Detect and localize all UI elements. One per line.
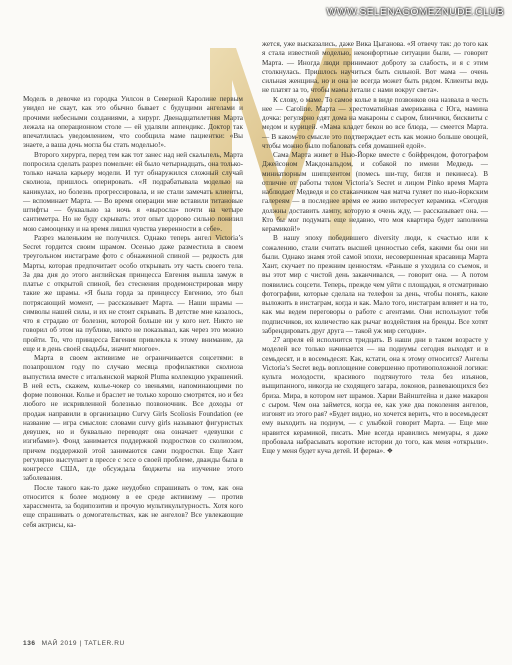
paragraph: Разрез маленьким не получился. Однако теперь ангел Victoria’s Secret гордится своим шрамом. Осенью даже разместила в своем треугольном инстаграме фото с обнаженной спиной — редкость для Марты, которая предпочитает особо открывать эту часть своего тела. За два дня до этого английская принцесса Евгения вышла замуж в платье с открытой спиной, без стеснения продемонстрировав миру такие же шрамы. «Я была горда за принцессу Евгению, это был потрясающий момент, — рассказывает Марта. — Наши шрамы — символы нашей силы, и их не стоит скрывать. В детстве мне казалось, что я страдаю от болезни, которой больше ни у кого нет. Никто не говорил об этом на публике, никто не показывал, как через это можно пройти. То, что принцесса Евгения привлекла к этому внимание, да еще и в день своей свадьбы, значит многое». (23, 233, 243, 353)
watermark-text: WWW.SELENAGOMEZNUDE.CLUB (326, 6, 504, 18)
paragraph: К слову, о маме. То самое колье в виде позвонков она назвала в честь нее — Caroline. Марта — хрестоматийная американка с Юга, мамина дочка: регулярно едят дома на макароны с сыром, блинчики, бисквиты с медом и курицей. «Мама кладет бекон во все блюда, — смеется Марта. — В каком-то смысле это подтверждает есть как можно больше овощей, чтобы можно было побаловать себя домашней едой». (262, 95, 488, 150)
page-number: 136 (23, 640, 36, 647)
paragraph: Второго хирурга, перед тем как тот занес над ней скальпель, Марта попросила сделать разрез помельче: ей было четырнадцать, она только-только начала карьеру модели. И тут обнаружился сложный случай сколиоза, пришлось оперировать. «Я подрабатывала моделью на каникулах, но болезнь прогрессировала, и не стали замечать клиенты, — вспоминает Марта. — Во время операции мне вставили титановые штифты — буквально за ночь я «выросла» почти на четыре сантиметра. Но не буду скрывать: этот опыт здорово сильно понизил мою самооценку и на время лишил чувства уверенности в себе». (23, 150, 243, 233)
paragraph: После такого как-то даже неудобно спрашивать о том, как она относится к более модному в ее среде активизму — против харассмента, за бодипозитив и прочую мультикультурность. Хотя кого еще спрашивать о домогательствах, как не ангелов? Все увлекающие себя актрисы, ка- (23, 483, 243, 529)
paragraph: Сама Марта живет в Нью-Йорке вместе с бойфрендом, фотографом Джейсоном Макдональдом, и собакой по имени Медведь — миниатюрным шипцхентом (помесь ши-тцу, бигля и пекинеса). В отличие от работы телом Victoria’s Secret и лицом Pinko время Марта наблюдает Медведя и со стаканчиком чая матча гуляет по нью-йоркским галереям — в последнее время ее живо интересует керамика. «Сегодня должны доставить лампу, которую я очень жду, — рассказывает она. — Кто бы мог подумать еще недавно, что моя квартира будет заполнена керамикой!» (262, 151, 488, 233)
article-column-left (23, 95, 243, 530)
page-footer (23, 640, 125, 647)
paragraph: В нашу эпоху победившего diversity люди, к счастью или к сожалению, стали считать высшей ценностью себя, какими бы они ни были. Однако знамя этой самой эпохи, несовершенная красавица Марта Хант, скучает по прежним ценностям. «Раньше я уходила со съемок, и вы этот мир с чистой день заканчивался, — говорит она. — А потом появились соцсети. Теперь, прежде чем уйти с площадки, я отсматриваю фотографии, которые сделала на телефон за день, чтобы понять, какие выложить в инстаграм, когда и как. Мало того, инстаграм влияет и на то, как мы ведем переговоры о работе с агентами. Они используют тебя подписчиков, их количество как рычаг воздействия на бренды. Все хотят забрендировать друг друга — такой уж мир сегодня». (262, 234, 488, 335)
paragraph: Марта в своем активизме не ограничивается соцсетями: в позапрошлом году по случаю месяца профилактики сколиоза выпустила вместе с итальянской маркой Pluma коллекцию украшений. В ней есть, скажем, колье-чокер со звеньями, напоминающими по форме позвонки. Колье и браслет не только хорошо смотрятся, но и без любого не искривленной болезнью позвоночник. Все доходы от продаж направили в организацию Curvy Girls Scoliosis Foundation (ее название — игра смыслов: словами curvy girls называют фигуристых девушек, но и буквально переводят она означает «девушки с изгибами»). Фонд занимается поддержкой подростков со сколиозом, причем поддержкой этой занимаются сами подростки. Еще Хант регулярно выступает в прессе с эссе о своей проблеме, дважды была в конгрессе США, где обсуждала бюджеты на изучение этого заболевания. (23, 354, 243, 483)
paragraph: 27 апреля ей исполнится тридцать. В наши дни в таком возрасте у моделей все только начинается — на подиумы сегодня выходят и в семьдесят, и в восемьдесят. Как, кстати, она к этому относится? Ангелы Victoria’s Secret ведь воплощение совершенно противоположной логики: культа молодости, красивого подтянутого тела без изъянов, выщипанного, никогда не сходящего загара, локонов, развевающихся без бриза. Мира, в котором нет шрамов. Харви Вайнштейна и даже макарон с сыром. Чем она займется, когда ее, как уже два поколения ангелов, изгонят из этого рая? «Будет видно, но хочется верить, что в восемьдесят ему выходить на подиум, — с улыбкой говорит Марта. — Еще мне нравится керамикой, писать. Мне всегда нравились мемуары, я даже пробовала набрасывать короткие истории до того, как меня «открыли». Еще у меня будет куча детей. И ферма». ❖ (262, 336, 488, 455)
article-column-right (262, 40, 488, 456)
paragraph: Модель в девочке из городка Уилсон в Северной Каролине первым увидел не скаут, как это обычно бывает с будущими ангелами и прочими небесными созданиями, а хирург. Двенадцатилетняя Марта лежала на операционном столе — ей удаляли аппендикс. Доктор так впечатлилась уведомлением, что сообщила маме пациентки: «Вы знаете, а ваша дочь могла бы стать моделью!». (23, 95, 243, 150)
footer-issue-text: МАЙ 2019 | TATLER.RU (41, 640, 125, 647)
paragraph: жется, уже высказались, даже Вика Цыганова. «Я отвечу так: до того как я стала известной моделью, неконфортные ситуации были, — говорит Марта. — Иногда люди принимают доброту за слабость, и я с этим столкнулась. Пришлось научиться быть сильной. Вот мама — очень сильная женщина, но и она не всегда может быть рядом. Клиенты ведь не платят за то, чтобы мамы летали с нами вокруг света». (262, 40, 488, 95)
